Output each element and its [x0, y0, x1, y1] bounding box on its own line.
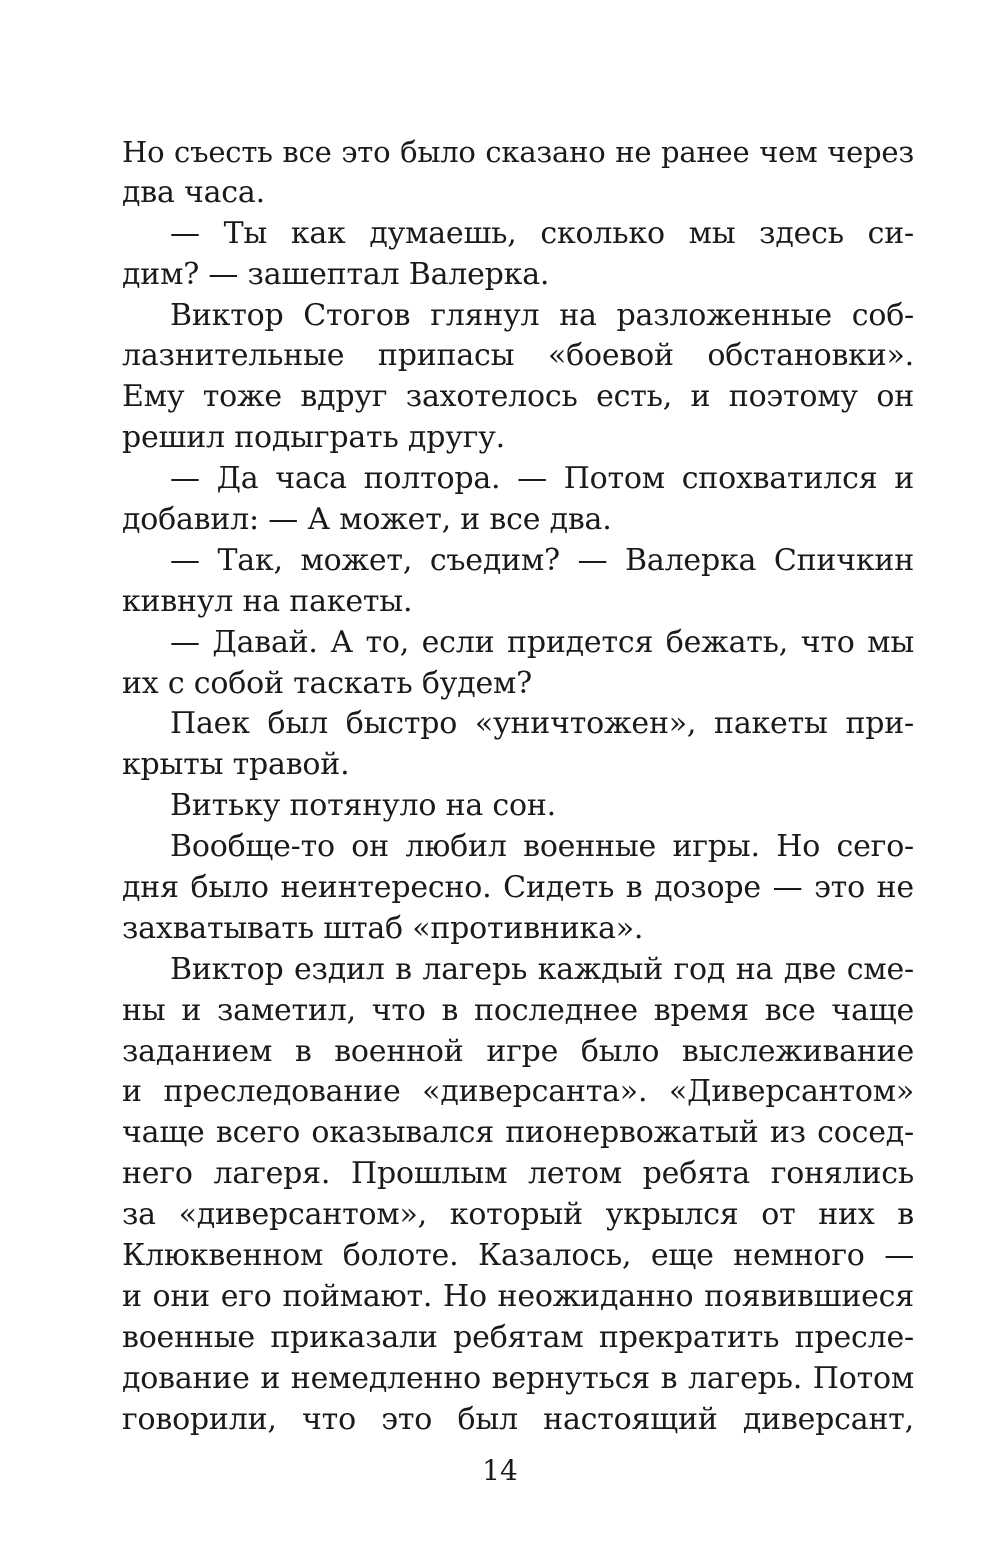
text-line: Виктор ездил в лагерь каждый год на две сме- — [170, 951, 914, 987]
text-line: и преследование «диверсанта». «Диверсантом» — [122, 1074, 914, 1110]
body-text — [122, 132, 914, 1441]
text-line: — Да часа полтора. — Потом спохватился и — [170, 461, 914, 497]
text-line: кивнул на пакеты. — [122, 583, 413, 619]
text-line: дим? — зашептал Валерка. — [122, 256, 550, 292]
text-line: Клюквенном болоте. Казалось, еще немного — — [122, 1238, 914, 1274]
text-line: — Давай. А то, если придется бежать, что мы — [170, 624, 914, 660]
text-line: Но съесть все это было сказано не ранее чем через — [122, 135, 914, 169]
text-line: Вообще-то он любил военные игры. Но сего- — [170, 829, 914, 865]
text-line: дование и немедленно вернуться в лагерь. Потом — [122, 1360, 914, 1396]
text-line: крыты травой. — [122, 747, 350, 783]
text-line: говорили, что это был настоящий диверсант, — [122, 1401, 914, 1437]
text-line: и они его поймают. Но неожиданно появившиеся — [122, 1278, 914, 1314]
text-line: чаще всего оказывался пионервожатый из сосед- — [122, 1115, 914, 1151]
text-line: Витьку потянуло на сон. — [170, 788, 557, 824]
text-line: их с собой таскать будем? — [122, 665, 533, 701]
text-line: за «диверсантом», который укрылся от них в — [122, 1197, 914, 1233]
text-line: Виктор Стогов глянул на разложенные соб- — [170, 297, 914, 333]
text-line: Ему тоже вдруг захотелось есть, и поэтому он — [122, 379, 914, 415]
text-line: Паек был быстро «уничтожен», пакеты при- — [170, 706, 914, 742]
text-line: ны и заметил, что в последнее время все чаще — [122, 992, 914, 1028]
text-line: военные приказали ребятам прекратить пресле- — [122, 1319, 914, 1355]
text-line: добавил: — А может, и все два. — [122, 502, 612, 538]
text-line: решил подыграть другу. — [122, 420, 505, 456]
page-number: 14 — [482, 1454, 518, 1487]
text-line: два часа. — [122, 174, 265, 210]
text-line: лазнительные припасы «боевой обстановки». — [122, 338, 914, 374]
text-line: захватывать штаб «противника». — [122, 910, 644, 946]
text-line: — Ты как думаешь, сколько мы здесь си- — [170, 215, 914, 251]
text-line: заданием в военной игре было выслеживание — [122, 1033, 914, 1069]
text-line: дня было неинтересно. Сидеть в дозоре — это не — [122, 870, 914, 906]
text-line: него лагеря. Прошлым летом ребята гонялись — [122, 1156, 914, 1192]
text-line: — Так, может, съедим? — Валерка Спичкин — [170, 542, 914, 578]
